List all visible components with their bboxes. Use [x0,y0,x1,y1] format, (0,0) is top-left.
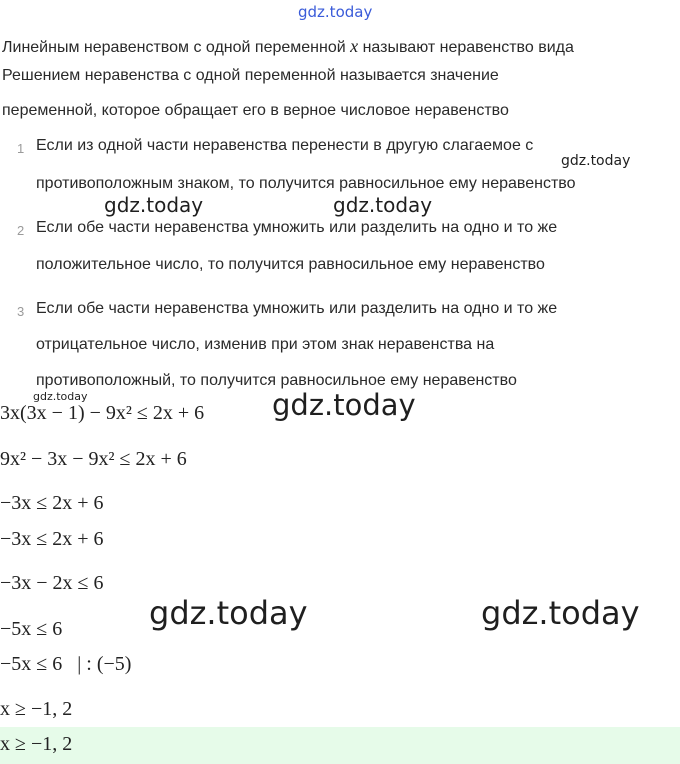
watermark: gdz.today [104,193,204,217]
watermark: gdz.today [561,153,631,169]
solution-step: −5x ≤ 6 [0,618,63,640]
watermark: gdz.today [33,390,88,403]
solution-step: −3x − 2x ≤ 6 [0,572,104,594]
rule-number: 2 [17,223,25,238]
watermark: gdz.today [272,388,416,422]
rule-text: Если обе части неравенства умножить или разделить на одно и то же [36,300,558,317]
rule-text: отрицательное число, изменив при этом знак неравенства на [36,336,495,353]
rule-text: положительное число, то получится равносильное ему неравенство [36,256,545,273]
rule-number: 1 [17,141,25,156]
rule-number: 3 [17,304,25,319]
rule-text: противоположный, то получится равносильное ему неравенство [36,372,517,389]
solution-step: x ≥ −1, 2 [0,698,73,720]
solution-step: 3x(3x − 1) − 9x² ≤ 2x + 6 [0,402,205,424]
watermark: gdz.today [333,193,433,217]
answer-highlight [0,727,680,764]
rule-text: Если обе части неравенства умножить или разделить на одно и то же [36,219,558,236]
watermark: gdz.today [481,594,640,632]
definition-variable: x [350,36,359,56]
answer: x ≥ −1, 2 [0,733,73,755]
solution-step: −5x ≤ 6 | : (−5) [0,653,132,675]
solution-definition-line2: переменной, которое обращает его в верное числовое неравенство [2,102,509,119]
rule-text: противоположным знаком, то получится равносильное ему неравенство [36,175,576,192]
definition-line [2,36,574,57]
solution-step: −3x ≤ 2x + 6 [0,492,104,514]
solution-definition-line1: Решением неравенства с одной переменной называется значение [2,67,499,84]
solution-step: 9x² − 3x − 9x² ≤ 2x + 6 [0,448,187,470]
definition-prefix: Линейным неравенством с одной переменной [2,39,346,56]
rule-text: Если из одной части неравенства перенести в другую слагаемое с [36,137,534,154]
watermark: gdz.today [149,594,308,632]
watermark-top: gdz.today [298,3,373,21]
definition-suffix: называют неравенство вида [362,39,574,56]
solution-step: −3x ≤ 2x + 6 [0,528,104,550]
